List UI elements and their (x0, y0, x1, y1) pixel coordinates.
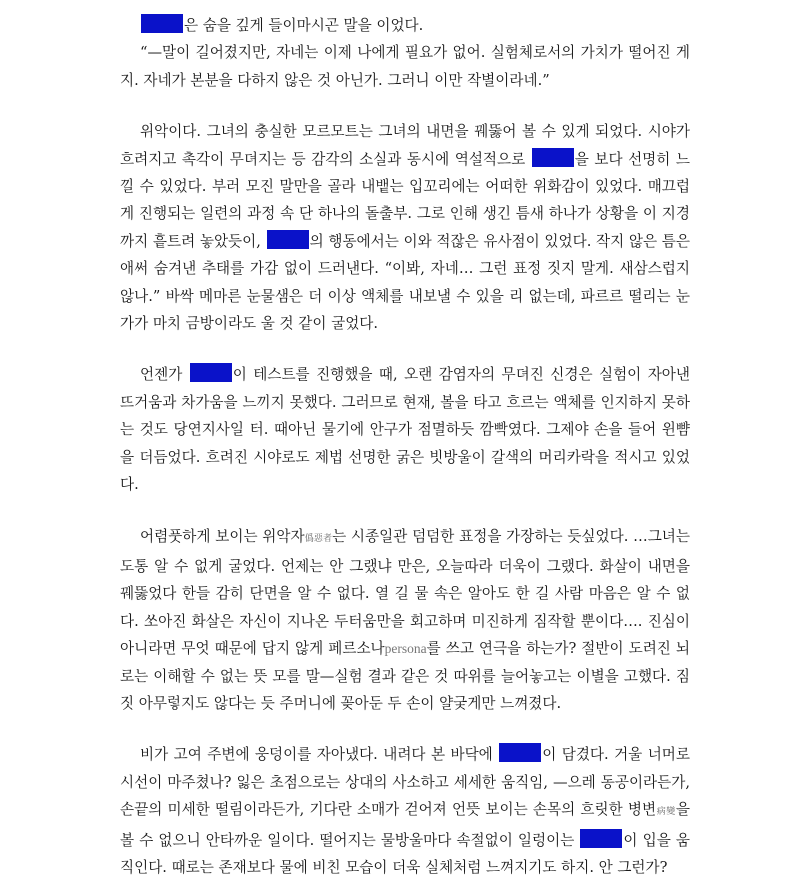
paragraph-text: 이 테스트를 진행했을 때, 오랜 감염자의 무뎌진 신경은 실험이 자아낸 뜨거움과 차가움을 느끼지 못했다. 그러므로 현재, 볼을 타고 흐르는 액체를 인지하지 못하는 것도 당연지사일 터. 때아닌 물기에 안구가 점멸하듯 깜빡였다. 그제야 손을 들어 윈뺨을 더듬었다. 흐려진 시야로도 제법 선명한 굵은 빗방울이 갈색의 머리카락을 적시고 있었다. (120, 366, 691, 494)
latin-annotation: persona (384, 641, 427, 657)
redacted-name (141, 14, 183, 33)
paragraph-text: 위악이다. 그녀의 충실한 모르모트는 그녀의 내면을 꿰뚫어 볼 수 있게 되었다. 시야가 흐려지고 촉각이 무뎌지는 등 감각의 소실과 동시에 역설적으로 (120, 123, 690, 168)
redacted-name (499, 743, 541, 762)
paragraph-p4 (120, 523, 690, 718)
paragraph-p2 (120, 118, 690, 337)
paragraph-text: 비가 고여 주변에 웅덩이를 자아냈다. 내려다 본 바닥에 (140, 746, 499, 764)
paragraph-text: 을 볼 수 없으니 안타까운 일이다. 떨어지는 물방울마다 속절없이 일렁이는 (120, 801, 690, 849)
paragraph-p1 (120, 12, 690, 94)
paragraph-text: 을 보다 선명히 느낄 수 있었다. 부러 모진 말만을 골라 내뱉는 입꼬리에는 어떠한 위화감이 있었다. 매끄럽게 진행되는 일련의 과정 속 단 하나의 돌출부. 그로 인해 생긴 틈새 하나가 상황을 이 지경까지 흩트려 놓았듯이, (120, 150, 690, 250)
redacted-name (190, 363, 232, 382)
redacted-name (532, 148, 574, 167)
paragraph-text: 의 행동에서는 이와 적잖은 유사점이 있었다. 작지 않은 틈은 애써 숨겨낸 추태를 가감 없이 드러낸다. “이봐, 자네… 그런 표정 짓지 말게. 새삼스럽지 않나.” 바싹 메마른 눈물샘은 더 이상 액체를 내보낼 수 있을 리 없는데, 파르르 떨리는 눈가가 마치 금방이라도 울 것 같이 굴었다. (120, 232, 690, 333)
paragraph-text: 이 담겼다. 거울 너머로 시선이 마주쳤나? 잃은 초점으로는 상대의 사소하고 세세한 움직임, —으레 동공이라든가, 손끝의 미세한 떨림이라든가, 기다란 소매가 걷어져 언뜻 보이는 손목의 흐릿한 병변 (120, 746, 690, 819)
paragraph-text: 는 시종일관 덤덤한 표정을 가장하는 듯싶었다. …그녀는 도통 알 수 없게 굴었다. 언제는 안 그랬냐 만은, 오늘따라 더욱이 그랬다. 화살이 내면을 꿰뚫었다 한들 감히 단면을 알 수 없다. 열 길 물 속은 알아도 한 길 사람 마음은 알 수 없다. 쏘아진 화살은 자신이 지나온 두터움만을 회고하며 미진하게 짐작할 뿐이다…. 진심이 아니라면 무엇 때문에 답지 않게 페르소나 (120, 527, 690, 658)
paragraph-text: 은 숨을 깊게 들이마시곤 말을 이었다. (184, 17, 424, 34)
redacted-name (580, 829, 622, 848)
hanja-annotation: 僞惡者 (304, 533, 333, 544)
paragraph-text: 언젠가 (140, 366, 189, 384)
paragraph-p5 (120, 741, 690, 881)
paragraph-p3 (120, 361, 690, 498)
paragraph-text: “—말이 길어졌지만, 자네는 이제 나에게 필요가 없어. 실험체로서의 가치가 떨어진 게지. 자네가 본분을 다하지 않은 것 아닌가. 그러니 이만 작별이라네.” (120, 44, 690, 89)
paragraph-text: 이 입을 움직인다. 때로는 존재보다 물에 비친 모습이 더욱 실체처럼 느껴지기도 하지. 안 그런가? (120, 831, 690, 876)
paragraph-text: 를 쓰고 연극을 하는가? 절반이 도려진 뇌로는 이해할 수 없는 뜻 모를 말—실험 결과 같은 것 따위를 늘어놓고는 이별을 고했다. 짐짓 아무렇지도 않다는 듯 주머니에 꽂아둔 두 손이 얄궂게만 느껴졌다. (120, 640, 690, 712)
redacted-name (267, 230, 309, 249)
hanja-annotation: 病變 (656, 807, 676, 818)
paragraph-text: 어렴풋하게 보이는 위악자 (140, 527, 305, 545)
